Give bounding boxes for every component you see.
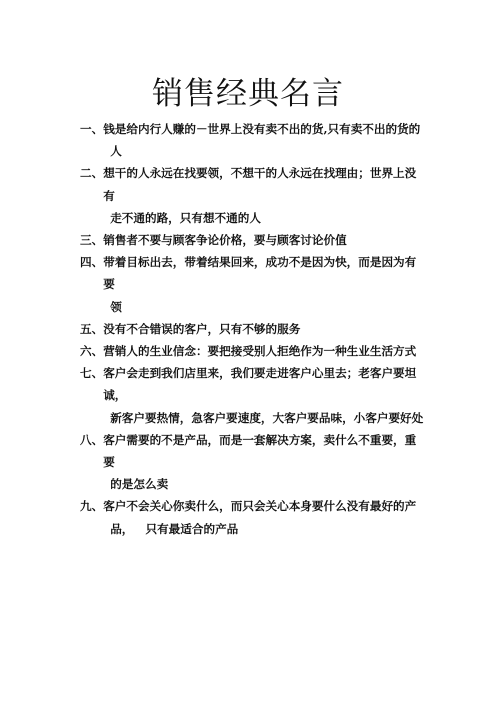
item-number: 八、 — [80, 432, 104, 447]
list-item — [80, 340, 425, 362]
page-title: 销售经典名言 — [152, 76, 344, 112]
item-text — [103, 251, 425, 318]
list-item — [80, 429, 425, 496]
item-line: 想干的人永远在找要领，不想干的人永远在找理由；世界上没有 — [103, 166, 417, 203]
item-line-continued: 新客户要热情，急客户要速度，大客户要品味，小客户要好处 — [110, 410, 424, 425]
item-text — [103, 229, 425, 251]
item-number: 六、 — [80, 344, 104, 359]
item-line: 营销人的生业信念：要把接受别人拒绝作为一种生业生活方式 — [103, 344, 417, 359]
list-item — [80, 318, 425, 340]
item-line: 客户需要的不是产品，而是一套解决方案，卖什么不重要，重要 — [103, 432, 417, 470]
item-number: 一、 — [80, 122, 104, 136]
item-text — [103, 118, 425, 162]
item-line: 钱是给内行人赚的－世界上没有卖不出的货,只有卖不出的货的 — [103, 122, 421, 136]
item-line: 销售者不要与顾客争论价格，要与顾客讨论价值 — [103, 233, 347, 248]
item-number: 四、 — [80, 255, 104, 270]
item-line-continued: 领 — [110, 299, 122, 314]
list-item — [80, 495, 425, 539]
item-text — [103, 429, 425, 496]
item-number: 二、 — [80, 166, 104, 181]
item-text — [103, 340, 425, 362]
item-number: 三、 — [80, 233, 104, 248]
quote-list — [80, 118, 425, 540]
item-line: 客户不会关心你卖什么，而只会关心本身要什么没有最好的产 — [103, 499, 417, 514]
item-text — [103, 318, 425, 340]
item-line-continued: 人 — [110, 144, 122, 159]
item-text — [103, 495, 425, 539]
item-number: 七、 — [80, 366, 104, 381]
item-line-continued: 品， 只有最适合的产品 — [110, 521, 239, 536]
list-item — [80, 162, 425, 229]
item-number: 九、 — [80, 499, 104, 514]
item-line: 带着目标出去，带着结果回来，成功不是因为快，而是因为有要 — [103, 255, 417, 292]
item-line: 客户会走到我们店里来，我们要走进客户心里去；老客户要坦诚， — [103, 366, 417, 403]
item-line-continued: 的是怎么卖 — [110, 477, 169, 492]
list-item — [80, 362, 425, 429]
item-line-continued: 走不通的路，只有想不通的人 — [110, 210, 261, 225]
item-text — [103, 362, 425, 429]
list-item — [80, 118, 425, 162]
item-line: 没有不合错误的客户，只有不够的服务 — [103, 321, 301, 336]
list-item — [80, 229, 425, 251]
item-number: 五、 — [80, 321, 104, 336]
item-text — [103, 162, 425, 229]
list-item — [80, 251, 425, 318]
